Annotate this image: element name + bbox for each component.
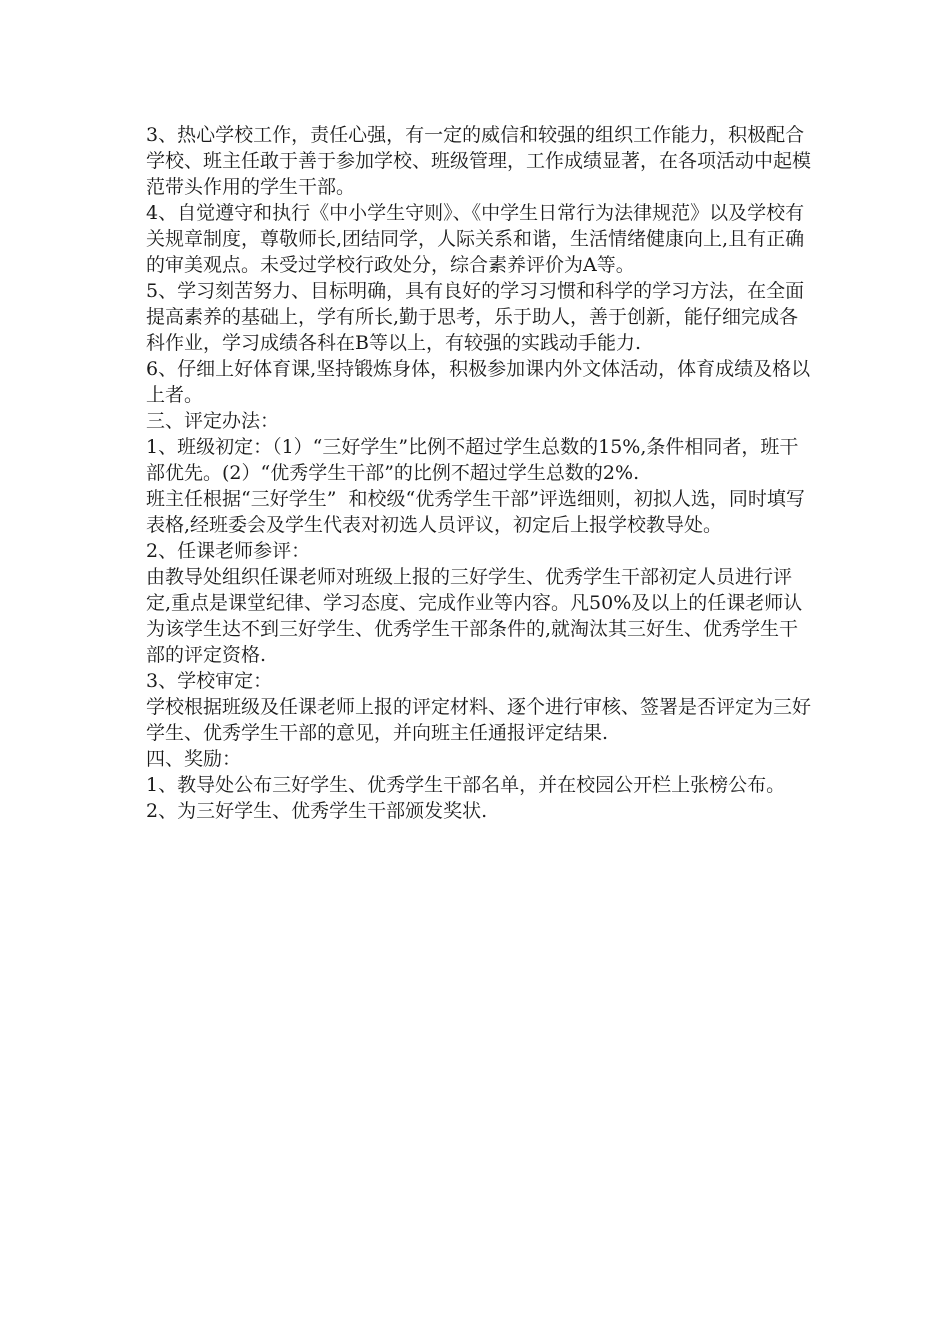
paragraph-class-preliminary: 1、班级初定：（1）“三好学生”比例不超过学生总数的15%,条件相同者，班干部优先。(2）“优秀学生干部”的比例不超过学生总数的2%.: [146, 436, 799, 484]
paragraph-criterion-4: 4、自觉遵守和执行《中小学生守则》、《中学生日常行为法律规范》以及学校有关规章制度，尊敬师长,团结同学，人际关系和谐，生活情绪健康向上,且有正确的审美观点。未受过学校行政处分，综合素养评价为A等。: [146, 202, 805, 276]
document-body: [146, 122, 816, 824]
section-heading-rewards: 四、奖励：: [146, 748, 242, 770]
subheading-teacher-review: 2、任课老师参评：: [146, 540, 311, 562]
paragraph-criterion-5: 5、学习刻苦努力、目标明确，具有良好的学习习惯和科学的学习方法，在全面提高素养的基础上，学有所长,勤于思考，乐于助人，善于创新，能仔细完成各科作业，学习成绩各科在B等以上，有较强的实践动手能力.: [146, 280, 805, 354]
paragraph-teacher-review: 由教导处组织任课老师对班级上报的三好学生、优秀学生干部初定人员进行评定,重点是课堂纪律、学习态度、完成作业等内容。凡50%及以上的任课老师认为该学生达不到三好学生、优秀学生干部条件的,就淘汰其三好生、优秀学生干部的评定资格.: [146, 566, 803, 666]
section-heading-evaluation-method: 三、评定办法：: [146, 410, 280, 432]
paragraph-criterion-6: 6、仔细上好体育课,坚持锻炼身体，积极参加课内外文体活动，体育成绩及格以上者。: [146, 358, 811, 406]
paragraph-head-teacher-selection: 班主任根据“三好学生” 和校级“优秀学生干部”评选细则，初拟人选，同时填写表格,经班委会及学生代表对初选人员评议，初定后上报学校教导处。: [146, 488, 805, 536]
subheading-school-approval: 3、学校审定：: [146, 670, 273, 692]
paragraph-school-approval: 学校根据班级及任课老师上报的评定材料、逐个进行审核、签署是否评定为三好学生、优秀学生干部的意见，并向班主任通报评定结果.: [146, 696, 812, 744]
paragraph-reward-2: 2、为三好学生、优秀学生干部颁发奖状.: [146, 800, 488, 822]
paragraph-reward-1: 1、教导处公布三好学生、优秀学生干部名单，并在校园公开栏上张榜公布。: [146, 774, 786, 796]
paragraph-criterion-3: 3、热心学校工作，责任心强，有一定的威信和较强的组织工作能力，积极配合学校、班主任敢于善于参加学校、班级管理，工作成绩显著，在各项活动中起模范带头作用的学生干部。: [146, 124, 812, 198]
